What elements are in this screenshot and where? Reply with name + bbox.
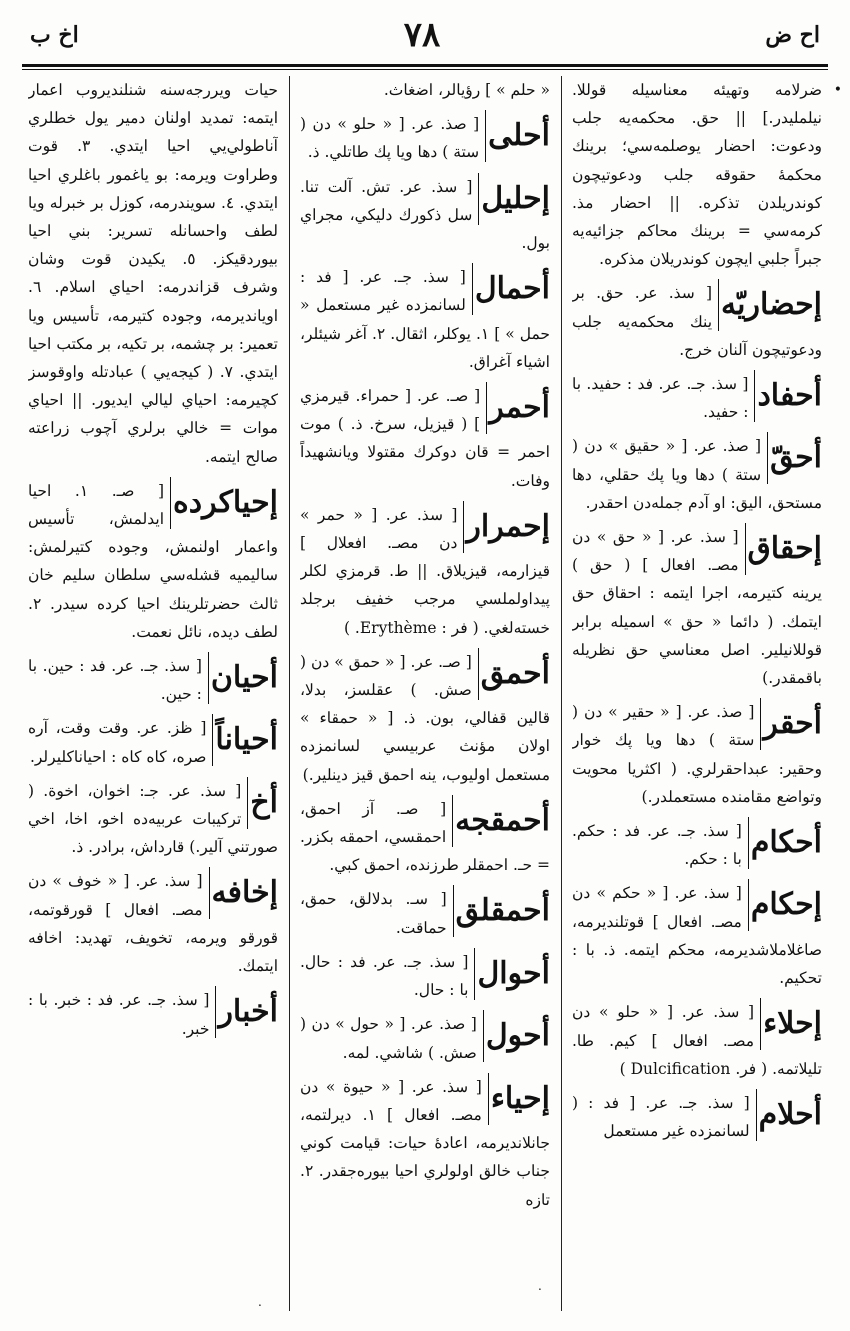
entry-definition: [ سذ. عر. تش. آلت تنا. سل ذكورك دليكي، مجراي بول.: [300, 177, 550, 253]
dictionary-entry: [572, 432, 822, 517]
dictionary-entry: [28, 777, 278, 862]
column-divider: [289, 76, 290, 1311]
entry-headword: أحمقلق: [453, 885, 550, 937]
entry-headword: أحيان: [208, 652, 278, 704]
dictionary-entry: [300, 1073, 550, 1214]
entry-definition: [ سذ. عر. [ « حق » دن مصـ. افعال ] ( حق ) يرينه كتيرمه، اجرا ايتمه : احقاق حق ايتمك. ( دائما « حق » اسميله برابر قوللانيلير. اصل معناسي حق نظريله باقمقدر.): [572, 528, 822, 688]
margin-mark-icon: •: [833, 82, 842, 98]
entry-headword: إحكام: [748, 879, 822, 931]
entry-headword: إخافه: [209, 867, 278, 919]
dictionary-entry: [300, 885, 550, 941]
entry-definition: [ سذ. جـ. عر. فد : حين. با : حين.: [28, 657, 202, 704]
entry-definition: [ سذ. عر. [ « حكم » دن مصـ. افعال ] قوتلنديرمه، صاغلاملاشديرمه، محكم ايتمه. ذ. با : تحكيم.: [572, 884, 822, 988]
column-left: [28, 76, 278, 1311]
entry-headword: أخ: [247, 777, 278, 829]
entry-definition: [ سذ. جـ. عر. فد : حكم. با : حكم.: [572, 822, 742, 869]
entry-headword: أحول: [483, 1010, 550, 1062]
entry-headword: أحمال: [472, 263, 550, 315]
dictionary-entry: [572, 998, 822, 1083]
entry-headword: إحمرار: [463, 501, 550, 553]
dictionary-entry: [300, 173, 550, 258]
entry-definition: [ صـ. عر. [ حمراء. قيرمزي ] ( قيزيل، سرخ. ذ. ) موت احمر = قان دوكرك مقتولا ويانشهيداً وفات.: [300, 387, 550, 490]
entry-definition: [ سذ. جـ. عر. فد : حال. با : حال.: [300, 952, 469, 1000]
dictionary-entry: [28, 652, 278, 708]
column-middle: [300, 76, 550, 1311]
dictionary-entry: [300, 501, 550, 642]
dictionary-entry: [28, 714, 278, 770]
entry-definition: [ صـ. عر. [ « حمق » دن ( صش. ) عقلسز، بدلا، قالين قفالي، بون. ذ. [ « حمقاء » اولان مؤنث عربيسي لسانمزده مستعمل اوليوب، ينه احمق قيز دينلير.): [300, 652, 550, 784]
entry-definition: [ سذ. عر. [ « خوف » دن مصـ. افعال ] قورقوتمه، قورقو ويرمه، تخويف، تهديد: اخافه ايتمك.: [28, 872, 278, 976]
dictionary-entry: [300, 382, 550, 495]
dictionary-entry: [300, 1010, 550, 1066]
entry-headword: إحضاريّه: [718, 279, 822, 331]
header-rule: [22, 64, 828, 67]
dictionary-entry: [572, 698, 822, 811]
entry-definition: [ سـ. بدلالق، حمق، حماقت.: [300, 890, 447, 937]
entry-headword: أحوال: [474, 948, 550, 1000]
entry-headword: أحلام: [756, 1089, 822, 1141]
entry-headword: أحكام: [748, 817, 822, 869]
dictionary-entry: [572, 279, 822, 364]
entry-definition: [ سذ. عر. حق. بر ينك محكمه‌يه جلب ودعوتيچون آلنان خرج.: [572, 284, 822, 359]
entry-headword: أحمق: [478, 648, 550, 700]
entry-headword: إحقاق: [745, 523, 822, 575]
entry-headword: إحياكرده: [170, 477, 278, 529]
entry-headword: أحمقجه: [452, 795, 550, 847]
column-divider: [561, 76, 562, 1311]
header-guide-word-right: اح ض: [765, 22, 820, 48]
entry-definition: [ سذ. جـ. عر. [ فد : لسانمزده غير مستعمل « حمل » ] ١. يوكلر، اثقال. ٢. آغر شيئلر، اشياء آغراق.: [300, 268, 550, 371]
page-number: ۷۸: [403, 15, 441, 55]
dictionary-entry: [28, 986, 278, 1042]
entry-definition: [ سذ. عر. [ « حمر » دن مصـ. افعلال ] قيزارمه، قيزيلاق. || ط. قرمزي لكلر پيداولملسي مرجب خفيف برجلد خسته‌لغي. ( فر : Erythème. ): [300, 505, 550, 637]
dictionary-entry: [300, 110, 550, 166]
entry-definition: [ سذ. عر. جـ: اخوان، اخوة. ( تركيبات عربيه‌ده اخو، اخا، اخي صورتني آلير.) قارداش، برادر. ذ.: [28, 781, 278, 857]
entry-definition: [ ظز. عر. وقت وقت، آره صره، كاه كاه : احياناكليرلر.: [28, 719, 207, 766]
dictionary-entry: [572, 879, 822, 992]
entry-headword: أحقّ: [767, 432, 822, 484]
entry-definition: [ صـ. آز احمق، احمقسي، احمقه بكزر. = حـ. احمقلر طرزنده، احمق كبي.: [300, 799, 550, 875]
dictionary-entry: [572, 370, 822, 426]
dictionary-entry: [300, 795, 550, 880]
entry-definition: [ سذ. عر. [ « حيوة » دن مصـ. افعال ] ١. ديرلتمه، جانلانديرمه، اعادهٔ حيات: قيامت كوني جناب خالق اولولري احيا بيوره‌جقدر. ٢. تازه: [300, 1077, 550, 1209]
dictionary-entry: [572, 523, 822, 692]
entry-definition: [ سذ. عر. [ « حلو » دن مصـ. افعال ] كيم. طا. تليلاتمه. ( فر. Dulcification ): [572, 1003, 822, 1078]
dictionary-entry: [572, 1089, 822, 1145]
entry-headword: إحليل: [478, 173, 550, 225]
entry-headword: إحلاء: [760, 998, 822, 1050]
continuation-text: ضرلامه وتهيئه معناسيله قوللا. نيلمليدر.] || حق. محكمه‌يه جلب ودعوت: احضار يوصلمه‌سي؛ برينك محكمه‌ٔ حقوقه جلب ودعوتيچون كوندريلدن تذكره. || احضار مذ. كرمه‌سي = برينك محاكم جزائيه‌يه جبراً جلبي ايچون كوندريلان مذكره.: [572, 81, 822, 269]
continuation-text: حيات ويررجه‌سنه شنلنديروب اعمار ايتمه: تمديد اولنان دمير يول خطلري آناطولي‌يي احيا ايتدي. ٣. قوت وطراوت ويرمه: بو ياغمور باغلري احيا ايتدي. ٤. سويندرمه، كوزل بر خبرله ويا لطف واحسانله تسرير: بني احيا بيوردقيكز. ٥. يكيدن قوت وشان وشرف قزاندرمه: احياي اسلام. ٦. اويانديرمه، وجوده كتيرمه، تأسيس ويا تعمير: بر چشمه، بر تكيه، بر مكتب احيا ايتدي. ٧. ( كيجه‌يي ) عبادتله واوقوسز كچيرمه: احياي ليالي ايديور. || احياي موات = خالي برلري آچوب زراعته صالح ايتمه.: [28, 81, 278, 466]
dictionary-entry: [572, 817, 822, 873]
header-rule-thin: [22, 69, 828, 70]
dictionary-entry: [28, 867, 278, 980]
page-speck-icon: .: [258, 1295, 262, 1309]
entry-definition: [ صذ. عر. [ « حلو » دن ( ستة ) دها ويا پك طاتلي. ذ.: [300, 115, 480, 162]
page-speck-icon: .: [538, 1279, 542, 1293]
entry-definition: [ سذ. جـ. عر. فد : خبر. با : خبر.: [28, 991, 210, 1038]
entry-headword: إحياء: [488, 1073, 550, 1125]
dictionary-entry: [28, 477, 278, 646]
page-header: [30, 10, 820, 60]
column-right: [572, 76, 822, 1311]
entry-definition: [ صـ. ١. احيا ايدلمش، تأسيس واعمار اولنمش، وجوده كتيرلمش: ساليميه قشله‌سي سلطان سليم خان ثالث حضرتلرينك احيا كرده سيدر. ٢. لطف ديده، نائل نعمت.: [28, 481, 278, 641]
entry-definition: [ صذ. عر. [ « حقير » دن ( ستة ) دها ويا پك خوار وحقير: عبداحقرلري. ( اكثريا محويت وتواضع مقامنده مستعملدر.): [572, 703, 822, 806]
entry-headword: أحمر: [486, 382, 550, 434]
entry-definition: [ سذ. جـ. عر. [ فد : ( لسانمزده غير مستعمل: [572, 1093, 750, 1141]
entry-headword: أخبار: [215, 986, 278, 1038]
entry-headword: أحلى: [485, 110, 550, 162]
dictionary-entry: [300, 263, 550, 376]
dictionary-entry: [300, 648, 550, 789]
entry-headword: أحقر: [760, 698, 822, 750]
entry-definition: [ صذ. عر. [ « حول » دن ( صش. ) شاشي. لمه.: [300, 1015, 477, 1062]
entry-headword: أحياناً: [212, 714, 278, 766]
header-guide-word-left: اخ ب: [30, 22, 79, 48]
entry-definition: [ سذ. جـ. عر. فد : حفيد. با : حفيد.: [572, 375, 749, 422]
entry-definition: [ صذ. عر. [ « حقيق » دن ( ستة ) دها ويا پك حقلي، دها مستحق، اليق: او آدم جمله‌دن احقدر.: [572, 437, 822, 512]
entry-headword: أحفاد: [754, 370, 822, 422]
continuation-text: « حلم » ] رؤيالر، اضغاث.: [383, 81, 550, 99]
dictionary-entry: [300, 948, 550, 1004]
